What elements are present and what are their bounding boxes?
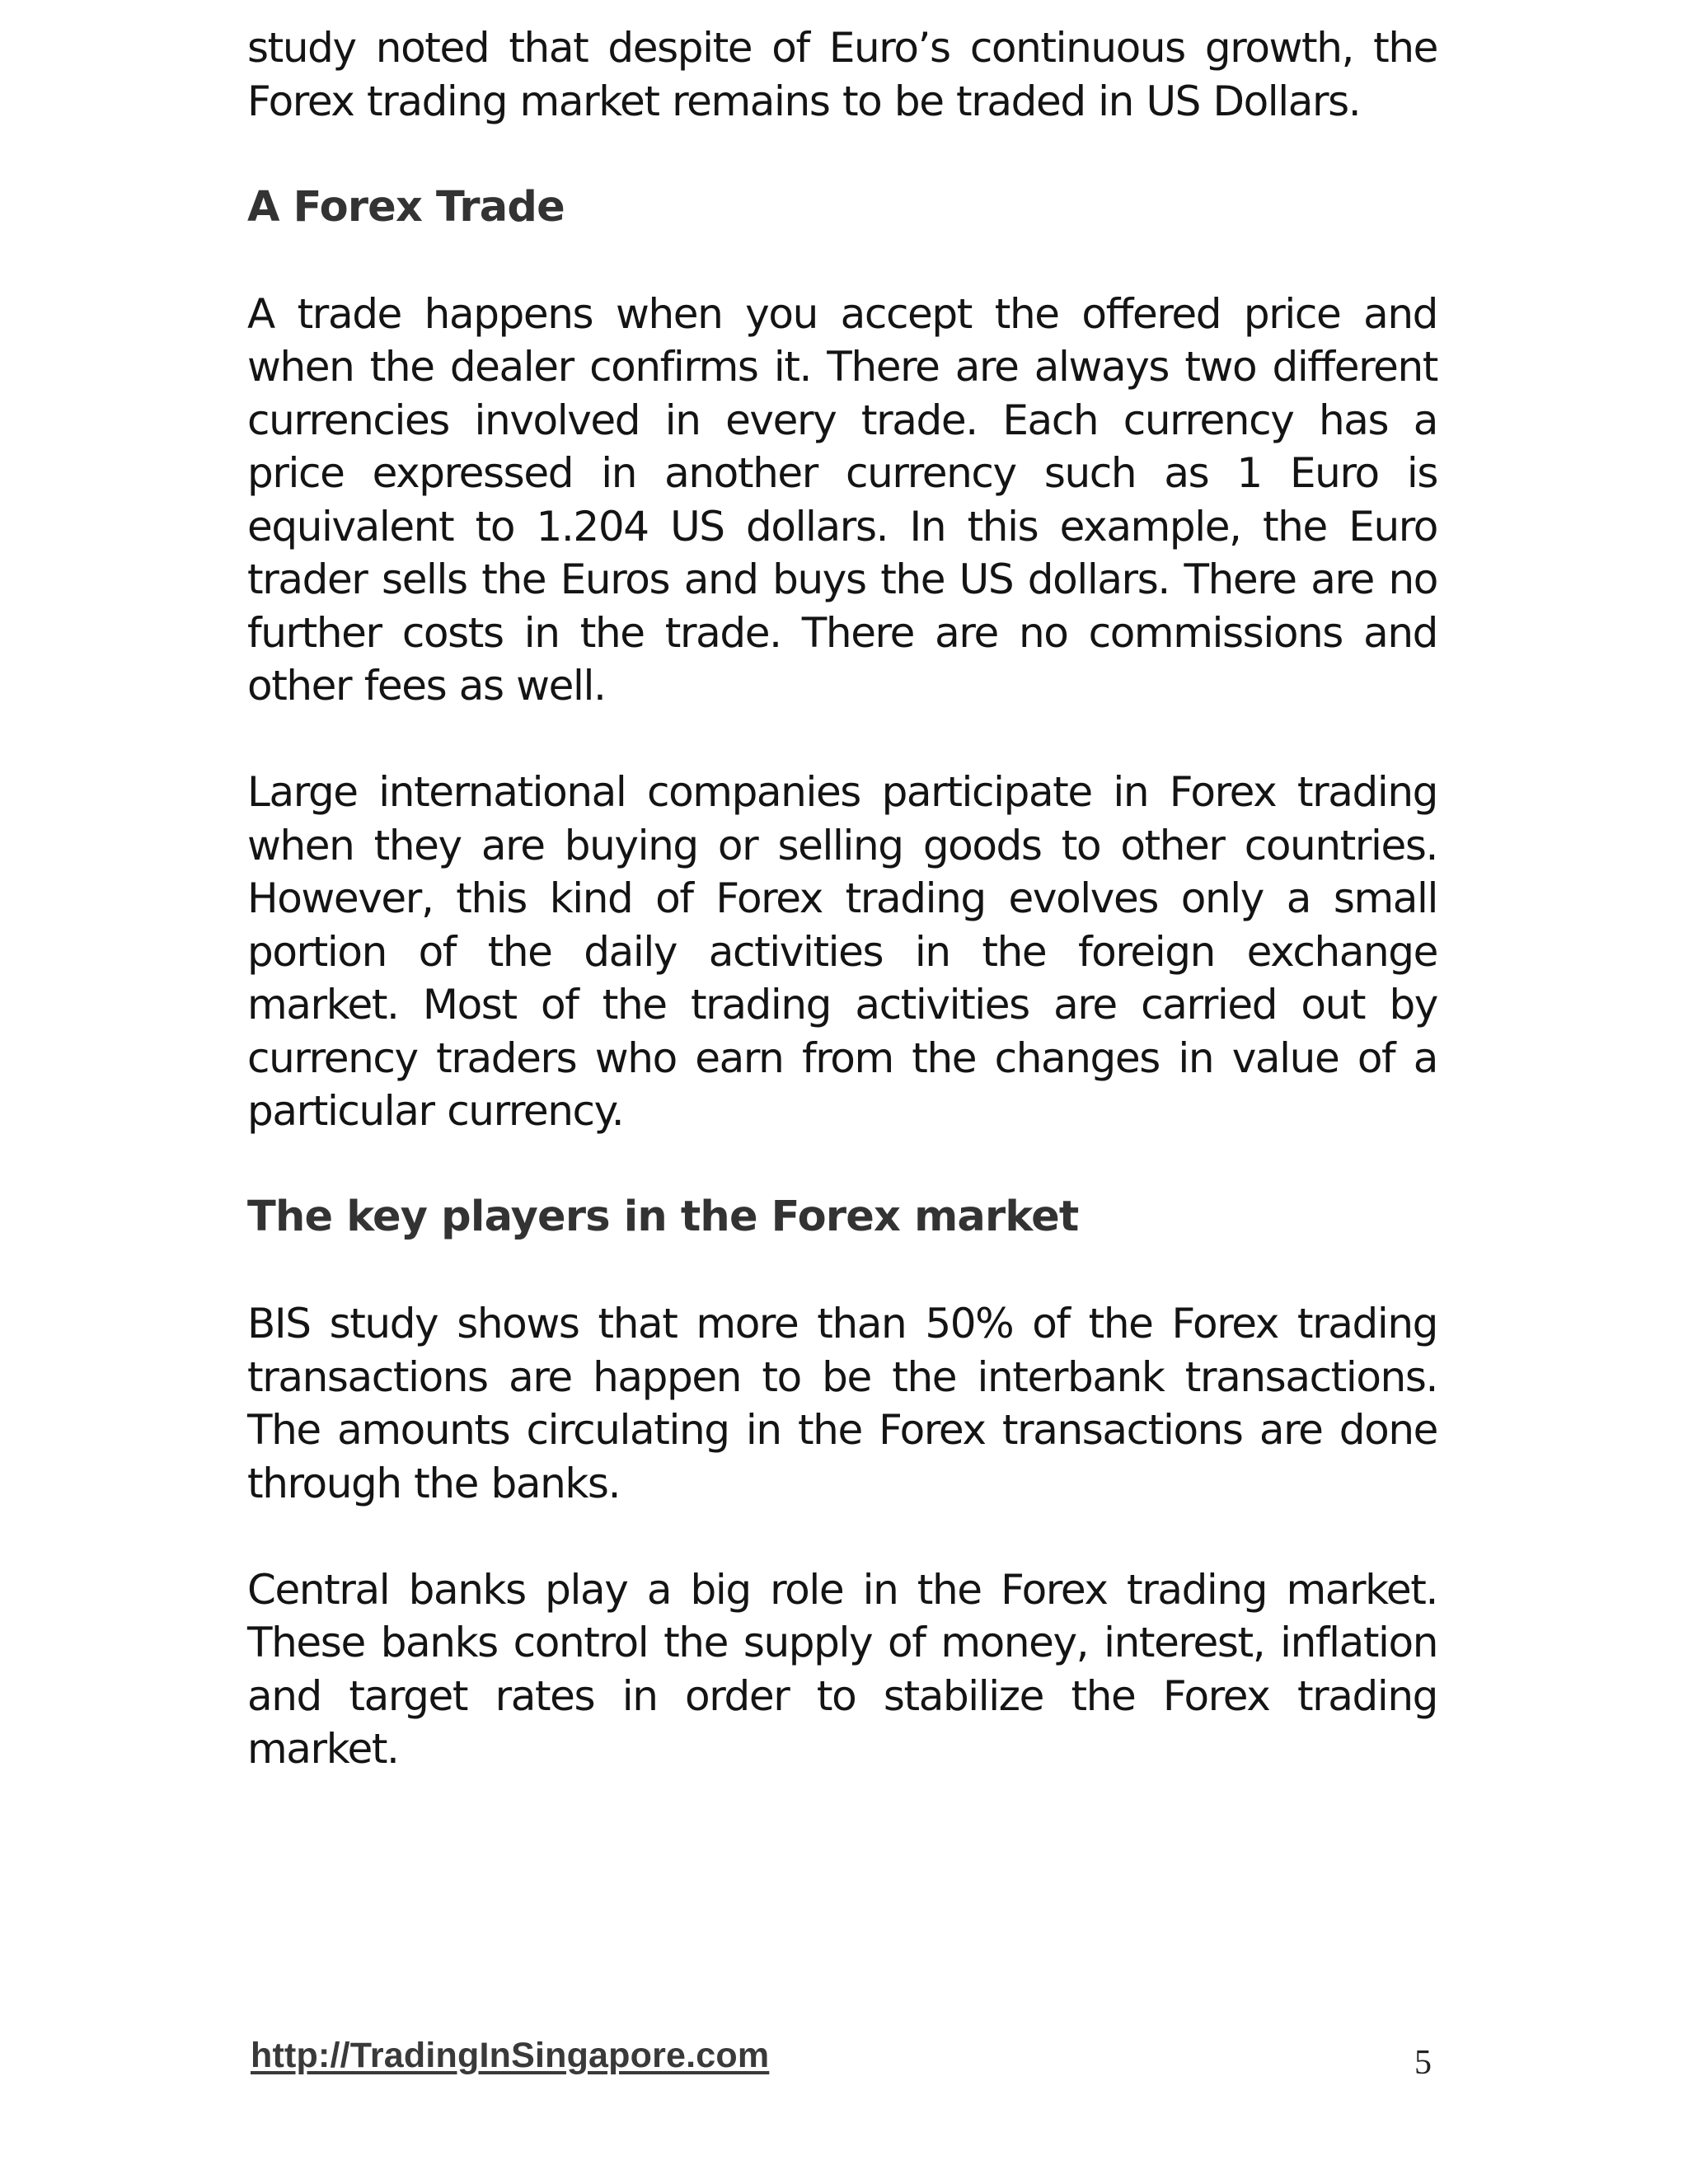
- spacer: [247, 128, 1437, 181]
- section-key-players: [247, 1191, 1437, 1776]
- spacer: [247, 234, 1437, 288]
- section-a-forex-trade: [247, 181, 1437, 1138]
- spacer: [247, 1138, 1437, 1192]
- intro-paragraph: study noted that despite of Euro’s continuous growth, the Forex trading market remains to be traded in US Dollars.: [247, 24, 1437, 125]
- paragraph-international-companies: Large international companies participate in Forex trading when they are buying or selling goods to other countries. However, this kind of Forex trading evolves only a small portion of the daily activities in the foreign exchange market. Most of the trading activities are carried out by currency traders who earn from the changes in value of a particular currency.: [247, 768, 1437, 1135]
- paragraph-trade-definition: A trade happens when you accept the offered price and when the dealer confirms it. There are always two different currencies involved in every trade. Each currency has a price expressed in another currency such as 1 Euro is equivalent to 1.204 US dollars. In this example, the Euro trader sells the Euros and buys the US dollars. There are no further costs in the trade. There are no commissions and other fees as well.: [247, 289, 1437, 710]
- document-page: [247, 21, 1437, 1776]
- section-heading-a-forex-trade: A Forex Trade: [247, 182, 565, 232]
- section-heading-key-players: The key players in the Forex market: [247, 1193, 1079, 1241]
- paragraph-central-banks: Central banks play a big role in the Forex trading market. These banks control the supply of money, interest, inflation and target rates in order to stabilize the Forex trading market.: [247, 1565, 1437, 1773]
- spacer: [247, 1510, 1437, 1563]
- spacer: [247, 713, 1437, 766]
- footer-website-link[interactable]: http://TradingInSingapore.com: [251, 2036, 770, 2075]
- spacer: [247, 1244, 1437, 1298]
- page-number: 5: [1414, 2044, 1432, 2082]
- paragraph-bis-study: BIS study shows that more than 50% of the Forex trading transactions are happen to be the interbank transactions. The amounts circulating in the Forex transactions are done through the banks.: [247, 1300, 1437, 1507]
